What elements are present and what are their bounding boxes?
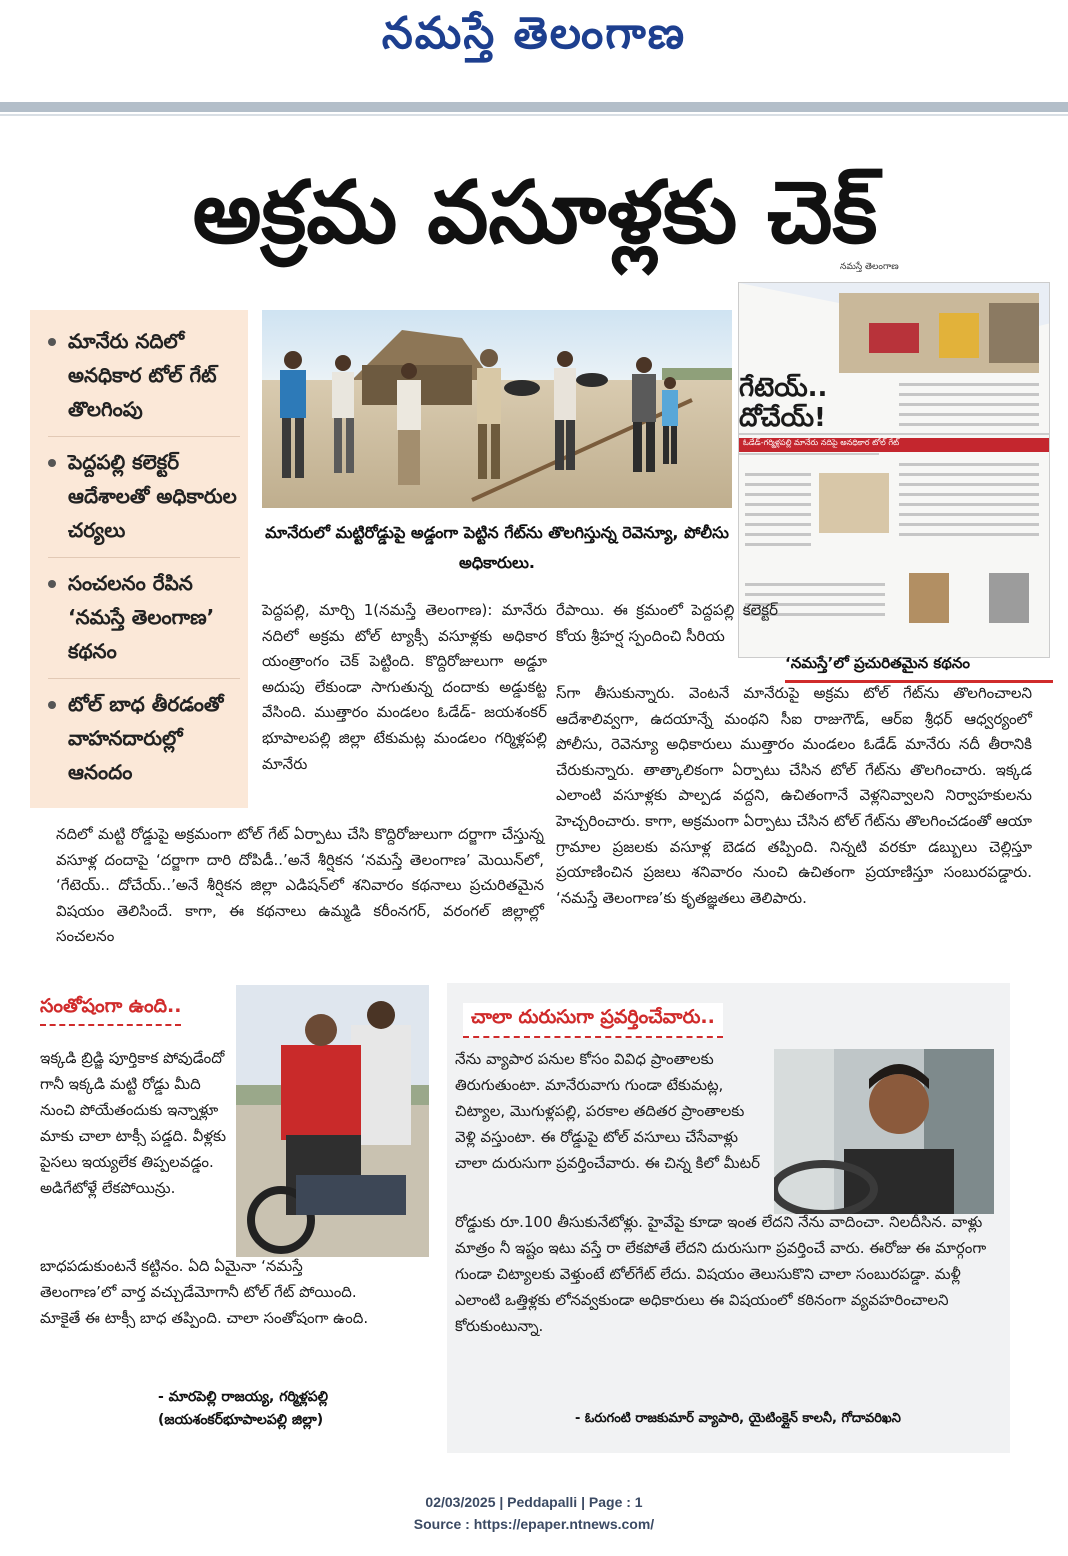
article-column-left: నదిలో మట్టి రోడ్డుపై అక్రమంగా టోల్ గేట్ ఏర్పాటు చేసి కొద్దిరోజులుగా దర్జాగా చేస్తున్న వసూళ్ల దందాపై ‘దర్జాగా దారి దోపిడీ..’అనే శీర్షికన ‘నమస్తే తెలంగాణ’ మెయిన్‌లో, ‘గేటెయ్.. దోచేయ్..’అనే శీర్షికన జిల్లా ఎడిషన్‌లో శనివారం కథనాలు ప్రచురితమైన విషయం తెలిసిందే. కాగా, ఈ కథనాలు ఉమ్మడి కరీంనగర్, వరంగల్ జిల్లాల్లో సంచలనం [56,825,544,946]
highlight-item [48,324,240,437]
inset-caption: ‘నమస్తే’లో ప్రచురితమైన కథనం [785,654,1053,683]
highlight-item [48,687,240,799]
quote-left-photo [236,985,429,1257]
quote-right-text-bottom: రోడ్డుకు రూ.100 తీసుకునేటోళ్లు. హైవేపై కూడా ఇంత లేదని నేను వాదించా. నిలదీసిన. వాళ్లు మాత్రం నీ ఇష్టం ఇటు వస్తే రా లేకపోతే లేదని దురుసుగా ప్రవర్తించే వారు. ఈరోజు ఈ మార్గంగా గుండా చిట్యాలకు వెళ్తుంటే టోల్‌గేట్ లేదు. విషయం తెలుసుకొని చాలా సంబురపడ్డా. మళ్లీ ఎలాంటి ఒత్తిళ్లకు లోనవ్వకుండా అధికారులు ఈ విషయంలో కఠినంగా వ్యవహరించాలని కోరుకుంటున్నా. [455,1213,987,1335]
highlights-box [30,310,248,808]
article-column-b: రేపాయి. ఈ క్రమంలో పెద్దపల్లి కలెక్టర్ కోయ శ్రీహర్ష స్పందించి సీరియ [556,601,778,645]
article-column-a: పెద్దపల్లి, మార్చి 1(నమస్తే తెలంగాణ): మానేరు నదిలో అక్రమ టోల్ ట్యాక్సీ వసూళ్లకు అధికార యంత్రాంగం చెక్ పెట్టింది. కొద్దిరోజులుగా అడ్డూ అదుపు లేకుండా సాగుతున్న దందాకు అడ్డుకట్ట వేసింది. ముత్తారం మండలం ఓడేడ్- జయశంకర్ భూపాలపల్లి జిల్లా టేకుమట్ల మండలం గర్మిళ్లపల్లి మానేరు [262,601,547,773]
article-column-right: స్‌గా తీసుకున్నారు. వెంటనే మానేరుపై అక్రమ టోల్ గేట్‌ను తొలగించాలని ఆదేశాలివ్వగా, ఉదయాన్నే మంథని సీఐ రాజుగౌడ్, ఆర్ఐ శ్రీధర్ ఆధ్వర్యంలో పోలీసు, రెవెన్యూ అధికారులు ముత్తారం మండలం ఓడేడ్ మానేరు నదీ తీరానికి చేరుకున్నారు. తాత్కాలికంగా ఏర్పాటు చేసిన టోల్ గేట్‌ను తొలగించారు. ఇక్కడ ఎలాంటి వసూళ్లకు పాల్పడ వద్దని, ఉచితంగానే వెళ్లనివ్వాలని నిర్వాహకులను హెచ్చరించారు. కాగా, అక్రమంగా ఏర్పాటు చేసిన టోల్ గేట్‌ను తొలగించడంతో ఆయా గ్రామాల ప్రజలకు వసూళ్ల బెడద తప్పింది. నిన్నటి వరకూ డబ్బులు చెల్లిస్తూ ప్రయాణించిన ప్రజలు శనివారం నుంచి ఉచితంగా ప్రయాణిస్తూ సంబురపడ్డారు. ‘నమస్తే తెలంగాణ’కు కృతజ్ఞతలు తెలిపారు. [556,684,1032,907]
inset-clipping-image [738,282,1050,658]
highlight-item [48,445,240,558]
bullet-icon [48,580,56,588]
quote-left-title: సంతోషంగా ఉంది.. [40,995,181,1026]
highlight-text: పెద్దపల్లి కలెక్టర్ ఆదేశాలతో అధికారుల చర్యలు [68,450,237,542]
newspaper-logo: నమస్తే తెలంగాణ [381,8,687,59]
quote-left-text-bottom: బాధపడుకుంటనే కట్టినం. ఏది ఏమైనా ‘నమస్తే తెలంగాణ’లో వార్త వచ్చుడేమోగానీ టోల్ గేట్ పోయింది. మాకైతే ఈ టాక్సీ బాధ తప్పింది. చాలా సంతోషంగా ఉంది. [40,1257,369,1327]
masthead [0,0,1068,100]
article-headline: అక్రమ వసూళ్లకు చెక్ [192,163,878,263]
quote-left-attribution: - మారపెల్లి రాజయ్య, గర్మిళ్లపల్లి [158,1389,329,1405]
bullet-icon [48,701,56,709]
inset-masthead: నమస్తే తెలంగాణ [840,262,899,272]
bullet-icon [48,459,56,467]
highlight-text: మానేరు నదిలో అనధికార టోల్ గేట్ తొలగింపు [68,329,217,421]
quote-right-attribution: - ఓరుగంటి రాజకుమార్ వ్యాపారి, యైటింక్లైన్ కాలనీ, గోదావరిఖని [575,1411,901,1426]
inset-subline: ఓడేడ్-గర్మిళ్లపల్లి మానేరు నదిపై అనధికార టోల్ గేట్ [739,438,1050,452]
source-link[interactable]: Source : https://epaper.ntnews.com/ [413,1516,655,1532]
masthead-divider-thin [0,114,1068,116]
quote-right-title: చాలా దురుసుగా ప్రవర్తించేవారు.. [463,1003,723,1038]
highlight-text: సంచలనం రేపిన ‘నమస్తే తెలంగాణ’ కథనం [68,571,215,663]
quote-right-text-top: నేను వ్యాపార పనుల కోసం వివిధ ప్రాంతాలకు తిరుగుతుంటా. మానేరువాగు గుండా టేకుమట్ల, చిట్యాల, మొగుళ్లపల్లి, పరకాల తదితర ప్రాంతాలకు వెళ్లి వస్తుంటా. ఈ రోడ్డుపై టోల్ వసూలు చేసేవాళ్లు చాలా దురుసుగా ప్రవర్తించేవారు. ఈ చిన్న కిలో మీటర్ [455,1050,761,1172]
edition-info: 02/03/2025 | Peddapalli | Page : 1 [425,1494,643,1510]
highlight-text: టోల్ బాధ తీరడంతో వాహనదారుల్లో ఆనందం [68,692,224,784]
masthead-divider [0,102,1068,112]
quote-left-place: (జయశంకర్‌భూపాలపల్లి జిల్లా) [158,1412,324,1428]
quote-left-text-top: ఇక్కడి బ్రిడ్జి పూర్తికాక పోవుడేందో గానీ ఇక్కడి మట్టి రోడ్డు మీది నుంచి పోయేతందుకు ఇన్నాళ్లూ మాకు చాలా టాక్సీ పడ్డది. వీళ్లకు పైసలు ఇయ్యలేక తిప్పలవడ్డం. అడిగేటోళ్లే లేకపోయిన్రు. [40,1049,227,1197]
highlight-item [48,566,240,679]
bullet-icon [48,338,56,346]
photo-caption: మానేరులో మట్టిరోడ్డుపై అడ్డంగా పెట్టిన గేట్‌ను తొలగిస్తున్న రెవెన్యూ, పోలీసు అధికారులు. [265,523,729,572]
main-news-photo [262,310,732,508]
quote-right-photo [774,1049,994,1214]
inset-headline: గేటెయ్.. దోచేయ్! [739,373,828,433]
